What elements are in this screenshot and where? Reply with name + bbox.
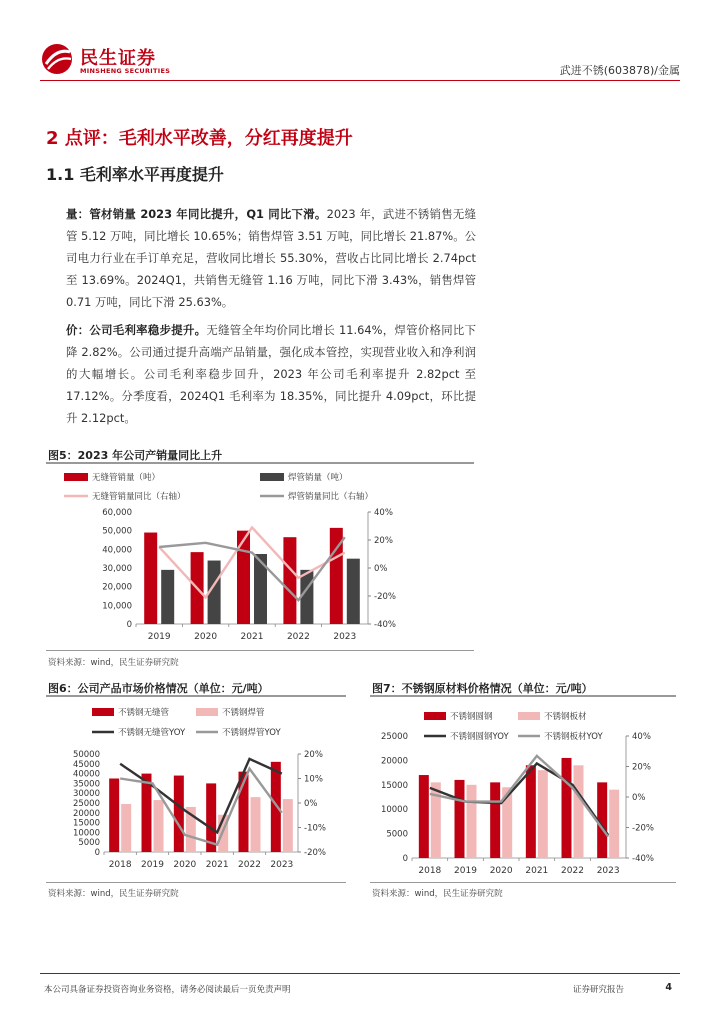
y-tick-label: 0 bbox=[94, 848, 100, 858]
legend-label: 焊管销量（吨） bbox=[288, 473, 348, 483]
y-tick-label: 35000 bbox=[72, 779, 100, 790]
fig7-rule-bottom bbox=[370, 882, 676, 883]
brand-logo-mark bbox=[40, 42, 76, 76]
x-tick-label: 2022 bbox=[238, 860, 261, 870]
bar bbox=[538, 770, 548, 858]
legend-label: 不锈钢圆钢 bbox=[450, 712, 493, 722]
bar bbox=[455, 780, 465, 858]
y-tick-label: 10000 bbox=[380, 805, 408, 816]
y2-tick-label: -20% bbox=[374, 592, 396, 602]
legend-label: 不锈钢焊管 bbox=[222, 708, 265, 718]
y2-tick-label: -10% bbox=[304, 823, 326, 834]
bar bbox=[574, 765, 584, 858]
paragraph-volume bbox=[66, 203, 476, 313]
legend-label: 不锈钢无缝管 bbox=[118, 708, 170, 718]
y-tick-label: 25000 bbox=[380, 732, 408, 742]
fig6-rule bbox=[46, 695, 346, 697]
paragraph-body: 2023 年，武进不锈销售无缝管 5.12 万吨，同比增长 10.65%；销售焊管 3.51 万吨，同比增长 21.87%。公司电力行业在手订单充足，营收同比增长 55.30%，营收占比同比增长 2.74pct 至 13.69%。2024Q1，共销售无缝管 1.16 万吨，同比下滑 3.43%，销售焊管 0.71 万吨，同比下滑 25.63%。 bbox=[66, 207, 476, 309]
x-tick-label: 2021 bbox=[525, 866, 549, 876]
y-tick-label: 20000 bbox=[380, 756, 408, 767]
paragraph-price bbox=[66, 319, 476, 429]
y-tick-label: 45000 bbox=[72, 759, 100, 770]
legend-label: 无缝管销量同比（右轴） bbox=[92, 492, 186, 502]
x-tick-label: 2018 bbox=[418, 866, 442, 876]
legend-swatch bbox=[64, 473, 88, 481]
bar bbox=[161, 570, 174, 624]
legend-label: 不锈钢板材 bbox=[544, 712, 587, 722]
x-tick-label: 2019 bbox=[454, 866, 477, 876]
y2-tick-label: -40% bbox=[374, 620, 396, 630]
y-tick-label: 20,000 bbox=[102, 582, 132, 593]
x-tick-label: 2022 bbox=[561, 866, 584, 876]
fig6-chart bbox=[46, 700, 348, 880]
x-tick-label: 2020 bbox=[173, 860, 197, 870]
x-tick-label: 2020 bbox=[489, 866, 513, 876]
x-tick-label: 2023 bbox=[270, 860, 294, 870]
series-line bbox=[159, 527, 345, 597]
bar bbox=[109, 779, 119, 853]
bar bbox=[237, 531, 250, 624]
y2-tick-label: -40% bbox=[632, 854, 654, 864]
fig5-source: 资料来源：wind，民生证券研究院 bbox=[48, 658, 179, 668]
legend-label: 焊管销量同比（右轴） bbox=[288, 492, 374, 502]
x-tick-label: 2021 bbox=[205, 860, 229, 870]
y2-tick-label: 20% bbox=[374, 536, 393, 546]
bar bbox=[526, 765, 536, 858]
bar bbox=[174, 776, 184, 852]
y2-tick-label: 40% bbox=[632, 732, 651, 742]
x-tick-label: 2023 bbox=[333, 632, 357, 642]
page-number: 4 bbox=[665, 982, 672, 993]
fig5-rule bbox=[46, 462, 474, 464]
bar bbox=[300, 570, 313, 624]
brand-name-cn: 民生证券 bbox=[80, 48, 156, 69]
y-tick-label: 30,000 bbox=[102, 564, 132, 574]
x-tick-label: 2019 bbox=[141, 860, 164, 870]
y-tick-label: 0 bbox=[126, 620, 132, 630]
legend-swatch bbox=[92, 708, 114, 716]
footer-divider bbox=[40, 973, 680, 974]
fig6-source: 资料来源：wind，民生证券研究院 bbox=[48, 889, 179, 899]
bar bbox=[419, 775, 429, 858]
legend-label: 不锈钢圆钢YOY bbox=[450, 732, 509, 742]
legend-swatch bbox=[424, 712, 446, 720]
bar bbox=[271, 762, 281, 852]
y2-tick-label: 0% bbox=[304, 799, 318, 809]
bar bbox=[144, 533, 157, 624]
section-title: 2 点评：毛利水平改善，分红再度提升 bbox=[46, 128, 353, 149]
x-tick-label: 2023 bbox=[596, 866, 620, 876]
y2-tick-label: -20% bbox=[632, 823, 654, 834]
fig7-source: 资料来源：wind，民生证券研究院 bbox=[372, 889, 503, 899]
paragraph-lead: 价：公司毛利率稳步提升。 bbox=[66, 323, 207, 337]
bar bbox=[251, 797, 261, 852]
y-tick-label: 0 bbox=[402, 854, 408, 864]
fig5-chart bbox=[46, 466, 476, 648]
y-tick-label: 40000 bbox=[72, 769, 100, 780]
legend-swatch bbox=[196, 708, 218, 716]
x-tick-label: 2022 bbox=[286, 632, 310, 642]
x-tick-label: 2019 bbox=[147, 632, 171, 642]
fig6-rule-bottom bbox=[46, 882, 346, 883]
fig7-rule bbox=[370, 695, 676, 697]
y2-tick-label: 20% bbox=[632, 762, 651, 773]
fig5-rule-bottom bbox=[46, 650, 474, 651]
bar bbox=[347, 559, 360, 624]
y2-tick-label: 20% bbox=[304, 750, 323, 760]
bar bbox=[467, 785, 477, 858]
bar bbox=[283, 537, 296, 624]
y2-tick-label: 0% bbox=[632, 793, 646, 803]
x-tick-label: 2018 bbox=[108, 860, 132, 870]
legend-label: 不锈钢无缝管YOY bbox=[118, 728, 186, 738]
brand-name-en: MINSHENG SECURITIES bbox=[80, 67, 171, 75]
bar bbox=[154, 800, 164, 852]
legend-label: 不锈钢板材YOY bbox=[544, 732, 603, 742]
y-tick-label: 10000 bbox=[72, 828, 100, 839]
fig7-title: 图7：不锈钢原材料价格情况（单位：元/吨） bbox=[372, 682, 593, 695]
header-divider bbox=[40, 80, 680, 81]
fig6-title: 图6：公司产品市场价格情况（单位：元/吨） bbox=[48, 682, 269, 695]
x-tick-label: 2021 bbox=[240, 632, 264, 642]
footer-report-type: 证券研究报告 bbox=[572, 985, 624, 995]
x-tick-label: 2020 bbox=[194, 632, 218, 642]
bar bbox=[609, 790, 619, 858]
bar bbox=[283, 799, 293, 852]
paragraph-body: 无缝管全年均价同比增长 11.64%，焊管价格同比下降 2.82%。公司通过提升高端产品销量，强化成本管控，实现营业收入和净利润的大幅增长。公司毛利率稳步回升，2023 年公司毛利率提升 2.82pct 至 17.12%。分季度看，2024Q1 毛利率为 18.35%，同比提升 4.09pct，环比提升 2.12pct。 bbox=[66, 323, 476, 425]
y-tick-label: 50000 bbox=[72, 750, 100, 760]
y-tick-label: 60,000 bbox=[102, 508, 132, 518]
bar bbox=[121, 804, 131, 852]
y-tick-label: 10,000 bbox=[102, 601, 132, 612]
y2-tick-label: 40% bbox=[374, 508, 393, 518]
y2-tick-label: 10% bbox=[304, 774, 323, 785]
y-tick-label: 30000 bbox=[72, 789, 100, 800]
y-tick-label: 5000 bbox=[386, 829, 408, 840]
y2-tick-label: 0% bbox=[374, 564, 388, 574]
legend-label: 不锈钢焊管YOY bbox=[222, 728, 281, 738]
y-tick-label: 15000 bbox=[72, 818, 100, 829]
y2-tick-label: -20% bbox=[304, 848, 326, 858]
footer-disclaimer: 本公司具备证券投资咨询业务资格，请务必阅读最后一页免责声明 bbox=[44, 985, 291, 995]
bar bbox=[562, 758, 572, 858]
fig5-title: 图5：2023 年公司产销量同比上升 bbox=[48, 449, 223, 462]
legend-label: 无缝管销量（吨） bbox=[92, 473, 161, 483]
y-tick-label: 40,000 bbox=[102, 545, 132, 556]
doc-label: 武进不锈(603878)/金属 bbox=[559, 64, 680, 77]
fig7-chart bbox=[370, 700, 678, 880]
paragraph-lead: 量：管材销量 2023 年同比提升，Q1 同比下滑。 bbox=[66, 207, 327, 221]
y-tick-label: 5000 bbox=[78, 838, 100, 849]
y-tick-label: 50,000 bbox=[102, 526, 132, 537]
section-subtitle: 1.1 毛利率水平再度提升 bbox=[46, 165, 224, 184]
legend-swatch bbox=[260, 473, 284, 481]
legend-swatch bbox=[518, 712, 540, 720]
y-tick-label: 20000 bbox=[72, 808, 100, 819]
y-tick-label: 25000 bbox=[72, 799, 100, 809]
y-tick-label: 15000 bbox=[380, 780, 408, 791]
bar bbox=[490, 782, 500, 858]
